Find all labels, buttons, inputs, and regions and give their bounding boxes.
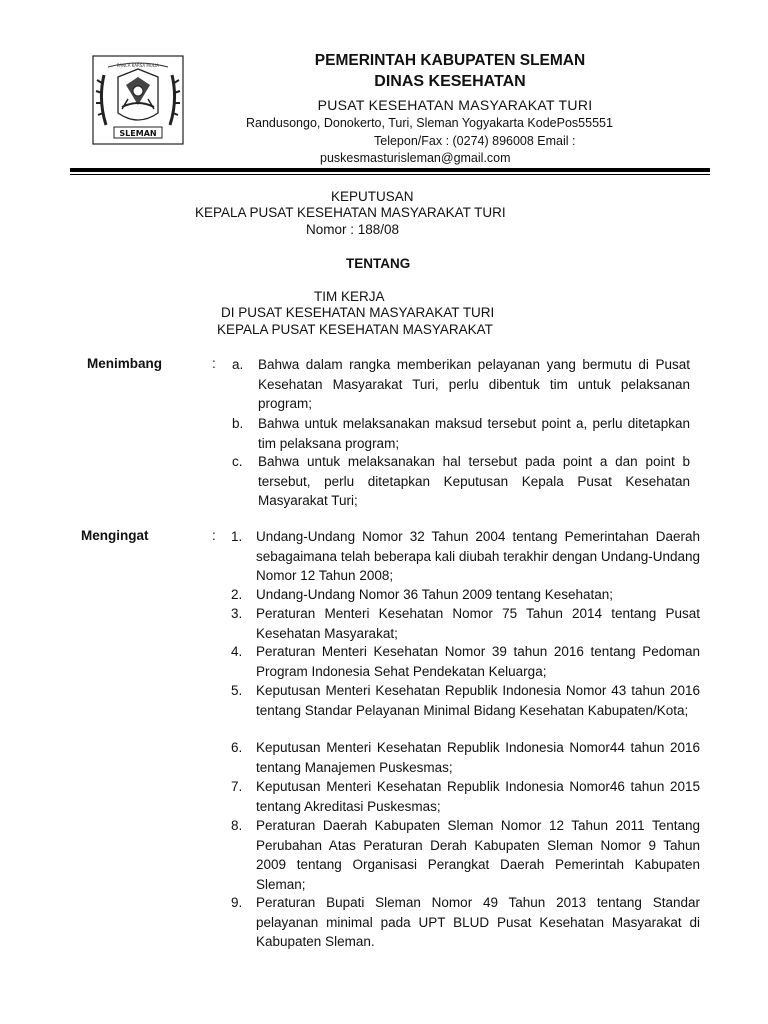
decree-number: Nomor : 188/08 [306,222,400,237]
decree-subject-line3: KEPALA PUSAT KESEHATAN MASYARAKAT [217,322,493,337]
mengingat-marker: 6. [231,740,243,755]
emblem-label: SLEMAN [119,129,157,138]
decree-subject-line2: DI PUSAT KESEHATAN MASYARAKAT TURI [221,305,495,320]
mengingat-item: Peraturan Daerah Kabupaten Sleman Nomor 12 Tahun 2011 Tentang Perubahan Atas Peraturan Derah Kabupaten Sleman Nomor 9 Tahun 2009 tentang Organisasi Perangkat Daerah Pemerintah Kabupaten Sleman; [256,818,700,892]
header-phone: Telepon/Fax : (0274) 896008 Email : [374,134,576,148]
menimbang-item: Bahwa dalam rangka memberikan pelayanan yang bermutu di Pusat Kesehatan Masyarakat Turi, perlu dibentuk tim untuk pelaksanan program; [258,357,690,411]
mengingat-marker: 5. [231,683,243,698]
mengingat-item: Undang-Undang Nomor 32 Tahun 2004 tentang Pemerintahan Daerah sebagaimana telah beberapa kali diubah terakhir dengan Undang-Undang Nomor 12 Tahun 2008; [256,529,700,583]
decree-issuer: KEPALA PUSAT KESEHATAN MASYARAKAT TURI [195,205,506,220]
mengingat-marker: 1. [231,529,243,544]
header-government: PEMERINTAH KABUPATEN SLEMAN [314,52,586,69]
mengingat-item: Keputusan Menteri Kesehatan Republik Indonesia Nomor46 tahun 2015 tentang Akreditasi Puskesmas; [256,779,700,814]
mengingat-item: Undang-Undang Nomor 36 Tahun 2009 tentang Kesehatan; [256,587,614,602]
header-email: puskesmasturisleman@gmail.com [320,151,511,165]
mengingat-item: Keputusan Menteri Kesehatan Republik Indonesia Nomor44 tahun 2016 tentang Manajemen Puskesmas; [256,740,700,775]
mengingat-item: Peraturan Bupati Sleman Nomor 49 Tahun 2013 tentang Standar pelayanan minimal pada UPT BLUD Pusat Kesehatan Masyarakat di Kabupaten Sleman. [256,895,700,949]
header-address: Randusongo, Donokerto, Turi, Sleman Yogyakarta KodePos55551 [246,116,613,130]
decree-about-heading: TENTANG [346,256,411,271]
mengingat-marker: 4. [231,644,243,659]
mengingat-marker: 2. [231,587,243,602]
mengingat-item: Peraturan Menteri Kesehatan Nomor 39 tahun 2016 tentang Pedoman Program Indonesia Sehat Pendekatan Keluarga; [256,644,700,679]
svg-text:PANCA KARSA MULIA: PANCA KARSA MULIA [117,63,159,68]
menimbang-label: Menimbang [87,356,163,371]
menimbang-marker: c. [232,454,243,469]
menimbang-colon: : [212,356,216,371]
sleman-regency-emblem-icon [92,55,184,145]
decree-subject-line1: TIM KERJA [314,289,385,304]
letterhead-divider-thin [70,174,710,175]
mengingat-marker: 3. [231,606,243,621]
mengingat-colon: : [212,528,216,543]
menimbang-item: Bahwa untuk melaksanakan hal tersebut pada point a dan point b tersebut, perlu ditetapkan Keputusan Kepala Pusat Kesehatan Masyarakat Turi; [258,454,690,508]
mengingat-marker: 9. [231,895,243,910]
mengingat-item: Keputusan Menteri Kesehatan Republik Indonesia Nomor 43 tahun 2016 tentang Standar Pelayanan Minimal Bidang Kesehatan Kabupaten/Kota; [256,683,700,718]
mengingat-label: Mengingat [81,528,149,543]
mengingat-item: Peraturan Menteri Kesehatan Nomor 75 Tahun 2014 tentang Pusat Kesehatan Masyarakat; [256,606,700,641]
header-agency: DINAS KESEHATAN [374,73,526,90]
header-institution: PUSAT KESEHATAN MASYARAKAT TURI [317,97,593,113]
menimbang-item: Bahwa untuk melaksanakan maksud tersebut point a, perlu ditetapkan tim pelaksana program; [258,416,690,451]
mengingat-marker: 8. [231,818,243,833]
menimbang-marker: a. [232,357,244,372]
menimbang-marker: b. [232,416,244,431]
decree-heading: KEPUTUSAN [331,189,414,204]
letterhead-divider [70,168,710,172]
mengingat-marker: 7. [231,779,243,794]
